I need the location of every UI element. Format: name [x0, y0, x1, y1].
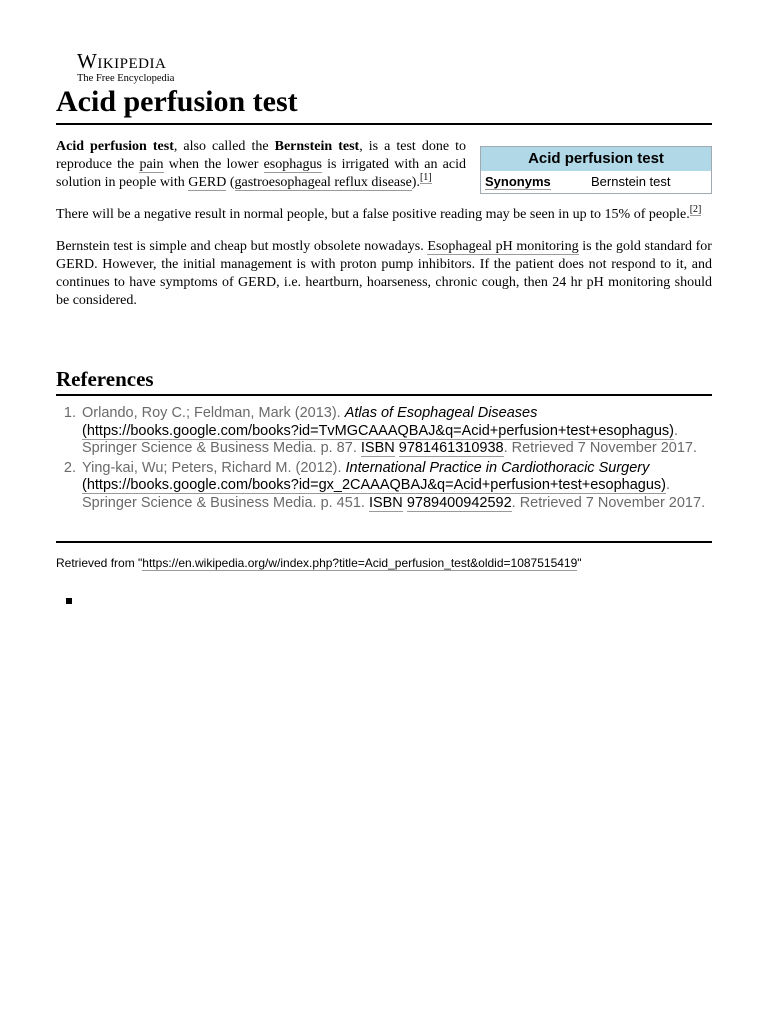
isbn-link[interactable]: ISBN — [360, 440, 395, 456]
link-gerd[interactable]: GERD — [188, 175, 227, 190]
wikipedia-logo[interactable] — [77, 50, 217, 85]
infobox-title: Acid perfusion test — [481, 147, 711, 171]
page-title: Acid perfusion test — [56, 85, 712, 125]
link-ph-monitoring[interactable]: Esophageal pH monitoring — [427, 239, 579, 254]
infobox — [480, 146, 712, 194]
logo-tagline: The Free Encyclopedia — [77, 73, 175, 84]
reference-link[interactable]: Atlas of Esophageal Diseases (https://books.google.com/books?id=TvMGCAAAQBAJ&q=Acid+perfusion+test+esophagus) — [82, 405, 675, 439]
term-bold: Acid perfusion test — [56, 139, 174, 154]
reference-item: 2. Ying-kai, Wu; Peters, Richard M. (2012). International Practice in Cardiothoracic Surgery (https://books.google.com/books?id=gx_2CAAAQBAJ&q=Acid+perfusion+test+esophagus). Springer Science & Business Media. p. 451. ISBN 9789400942592. Retrieved 7 November 2017. — [80, 460, 712, 513]
paragraph-results: There will be a negative result in normal people, but a false positive reading may be seen in up to 15% of people.[2] — [56, 204, 702, 222]
references-heading: References — [56, 366, 712, 396]
isbn-number-link[interactable]: 9781461310938 — [398, 440, 504, 456]
citation-1[interactable]: [1] — [419, 172, 432, 184]
citation-2[interactable]: [2] — [689, 204, 702, 216]
list-bullet-icon — [66, 598, 72, 604]
reference-item: 1. Orlando, Roy C.; Feldman, Mark (2013). Atlas of Esophageal Diseases (https://books.google.com/books?id=TvMGCAAAQBAJ&q=Acid+perfusion+test+esophagus). Springer Science & Business Media. p. 87. ISBN 9781461310938. Retrieved 7 November 2017. — [80, 405, 712, 458]
link-esophagus[interactable]: esophagus — [263, 157, 322, 172]
isbn-link[interactable]: ISBN — [368, 494, 403, 511]
permanent-link[interactable]: https://en.wikipedia.org/w/index.php?title=Acid_perfusion_test&oldid=1087515419 — [142, 556, 578, 570]
reference-link[interactable]: International Practice in Cardiothoracic Surgery (https://books.google.com/books?id=gx_2CAAAQBAJ&q=Acid+perfusion+test+esophagus) — [82, 459, 666, 493]
paragraph-usage: Bernstein test is simple and cheap but mostly obsolete nowadays. Esophageal pH monitoring is the gold standard for GERD. However, the initial management is with proton pump inhibitors. If the patient does not respond to it, and continues to have symptoms of GERD, i.e. heartburn, hoarseness, chronic cough, then 24 hr pH monitoring should be considered. — [56, 239, 712, 308]
link-gerd-full[interactable]: gastroesophageal reflux disease — [234, 175, 412, 190]
infobox-value: Bernstein test — [591, 174, 671, 189]
synonyms-link[interactable]: Synonyms — [485, 174, 551, 189]
synonym-bold: Bernstein test — [274, 139, 360, 154]
logo-wordmark: Wikipedia — [77, 49, 167, 73]
link-pain[interactable]: pain — [139, 157, 164, 172]
infobox-row-synonyms — [481, 171, 711, 193]
isbn-number-link[interactable]: 9789400942592 — [406, 494, 512, 511]
infobox-label — [485, 171, 591, 193]
references-list — [56, 405, 712, 514]
paragraph-intro: Acid perfusion test, also called the Bernstein test, is a test done to reproduce the pain when the lower esophagus is irrigated with an acid solution in people with GERD (gastroesophageal reflux disease).[1] — [56, 139, 467, 190]
article-body — [56, 138, 712, 324]
footer-divider — [56, 541, 712, 543]
retrieved-from: Retrieved from "https://en.wikipedia.org/w/index.php?title=Acid_perfusion_test&oldid=1087515419" — [56, 556, 582, 570]
